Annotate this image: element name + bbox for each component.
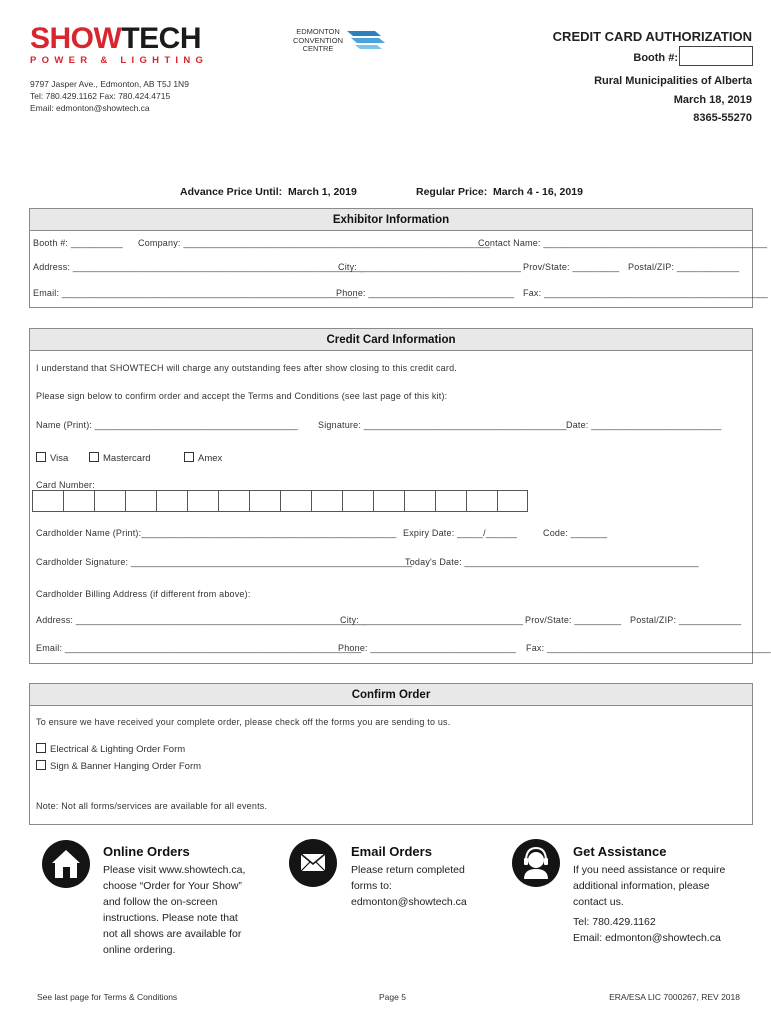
expiry-date-field[interactable]: Expiry Date: _____/______ xyxy=(403,528,518,538)
logo-tagline: POWER & LIGHTING xyxy=(30,55,209,66)
online-orders-text: Please visit www.showtech.ca, choose “Order for Your Show” and follow the on-screen instructions. Please note that not all shows are available for online ordering. xyxy=(103,864,246,956)
event-name: Rural Municipalities of Alberta xyxy=(594,75,752,87)
card-digit-cell[interactable] xyxy=(343,491,374,512)
sign-banner-form-label: Sign & Banner Hanging Order Form xyxy=(50,761,202,772)
visa-option[interactable] xyxy=(36,452,68,464)
sign-banner-form-option[interactable] xyxy=(36,760,201,772)
billing-email-field[interactable]: Email: _________________________________________________________ xyxy=(36,643,362,653)
license-revision: ERA/ESA LIC 7000267, REV 2018 xyxy=(609,992,740,1002)
cardholder-signature-field[interactable]: Cardholder Signature: ______________________________________________________ xyxy=(36,557,413,567)
confirm-order-title: Confirm Order xyxy=(30,684,752,706)
company-address: 9797 Jasper Ave., Edmonton, AB T5J 1N9 xyxy=(30,79,189,89)
electrical-form-checkbox[interactable] xyxy=(36,743,46,753)
convention-centre-logo-icon xyxy=(347,31,387,53)
email-orders-text: Please return completed forms to: edmonton@showtech.ca xyxy=(351,864,467,908)
exhibitor-city-field[interactable]: City: _______________________________ xyxy=(338,262,522,272)
billing-address-field[interactable]: Address: ________________________________________________________ xyxy=(36,615,368,625)
regular-price: Regular Price: March 4 - 16, 2019 xyxy=(416,186,583,198)
exhibitor-title: Exhibitor Information xyxy=(30,209,752,231)
date-field[interactable]: Date: _________________________ xyxy=(566,420,722,430)
advance-price: Advance Price Until: March 1, 2019 xyxy=(180,186,357,198)
home-icon xyxy=(42,840,90,888)
headset-agent-icon xyxy=(512,839,560,887)
card-digit-cell[interactable] xyxy=(64,491,95,512)
get-assistance-title: Get Assistance xyxy=(573,844,667,859)
card-digit-cell[interactable] xyxy=(219,491,250,512)
billing-city-field[interactable]: City: _______________________________ xyxy=(340,615,524,625)
exhibitor-email-field[interactable]: Email: _________________________________________________________ xyxy=(33,288,359,298)
logo-tech: TECH xyxy=(121,22,201,55)
card-digit-cell[interactable] xyxy=(188,491,219,512)
amex-checkbox[interactable] xyxy=(184,452,194,462)
confirm-intro-text: To ensure we have received your complete order, please check off the forms you are sending to us. xyxy=(36,717,451,727)
billing-prov-field[interactable]: Prov/State: _________ xyxy=(525,615,622,625)
mastercard-option[interactable] xyxy=(89,452,151,464)
card-digit-cell[interactable] xyxy=(436,491,467,512)
card-digit-cell[interactable] xyxy=(250,491,281,512)
card-number-grid[interactable] xyxy=(32,490,528,512)
electrical-form-label: Electrical & Lighting Order Form xyxy=(50,744,186,755)
name-print-field[interactable]: Name (Print): _______________________________________ xyxy=(36,420,298,430)
card-digit-cell[interactable] xyxy=(498,491,529,512)
logo-show: SHOW xyxy=(30,22,122,55)
card-digit-cell[interactable] xyxy=(281,491,312,512)
card-digit-cell[interactable] xyxy=(126,491,157,512)
booth-number-input[interactable] xyxy=(679,46,753,66)
credit-card-title: Credit Card Information xyxy=(30,329,752,351)
cardholder-name-field[interactable]: Cardholder Name (Print):_________________________________________________ xyxy=(36,528,397,538)
booth-label: Booth #: xyxy=(633,52,678,64)
forms-availability-note: Note: Not all forms/services are available for all events. xyxy=(36,801,268,811)
card-code-field[interactable]: Code: _______ xyxy=(543,528,608,538)
assistance-phone: Tel: 780.429.1162 xyxy=(573,916,656,928)
assistance-icon-circle xyxy=(512,839,560,887)
exhibitor-postal-field[interactable]: Postal/ZIP: ____________ xyxy=(628,262,740,272)
exhibitor-fax-field[interactable]: Fax: ___________________________________________ xyxy=(523,288,768,298)
mastercard-label: Mastercard xyxy=(103,453,151,464)
venue-line2: CONVENTION xyxy=(292,35,343,45)
envelope-icon-circle xyxy=(289,839,337,887)
page-number: Page 5 xyxy=(379,992,406,1002)
online-orders-title: Online Orders xyxy=(103,844,190,859)
billing-postal-field[interactable]: Postal/ZIP: ____________ xyxy=(630,615,742,625)
venue-line1: EDMONTON xyxy=(296,27,340,36)
sign-banner-form-checkbox[interactable] xyxy=(36,760,46,770)
exhibitor-company-field[interactable]: Company: ___________________________________________________________ xyxy=(138,238,491,248)
billing-phone-field[interactable]: Phone: ____________________________ xyxy=(338,643,517,653)
visa-checkbox[interactable] xyxy=(36,452,46,462)
terms-footnote: See last page for Terms & Conditions xyxy=(37,992,178,1002)
electrical-form-option[interactable] xyxy=(36,743,185,755)
get-assistance-text: If you need assistance or require additional information, please contact us. xyxy=(573,864,726,908)
mastercard-checkbox[interactable] xyxy=(89,452,99,462)
card-digit-cell[interactable] xyxy=(312,491,343,512)
assistance-email: Email: edmonton@showtech.ca xyxy=(573,932,721,944)
signature-field[interactable]: Signature: _______________________________________ xyxy=(318,420,567,430)
company-contact xyxy=(30,78,189,114)
sign-instructions-text: Please sign below to confirm order and accept the Terms and Conditions (see last page of this kit): xyxy=(36,391,448,401)
exhibitor-address-field[interactable]: Address: ________________________________________________________ xyxy=(33,262,365,272)
company-email: Email: edmonton@showtech.ca xyxy=(30,103,150,113)
email-orders-title: Email Orders xyxy=(351,844,432,859)
charge-agreement-text: I understand that SHOWTECH will charge any outstanding fees after show closing to this credit card. xyxy=(36,363,457,373)
billing-fax-field[interactable]: Fax: ___________________________________________ xyxy=(526,643,771,653)
card-digit-cell[interactable] xyxy=(405,491,436,512)
exhibitor-booth-field[interactable]: Booth #: __________ xyxy=(33,238,123,248)
exhibitor-prov-field[interactable]: Prov/State: _________ xyxy=(523,262,620,272)
home-icon-circle xyxy=(42,840,90,888)
card-digit-cell[interactable] xyxy=(157,491,188,512)
event-date: March 18, 2019 xyxy=(673,94,752,106)
card-digit-cell[interactable] xyxy=(374,491,405,512)
exhibitor-contact-field[interactable]: Contact Name: ___________________________________________ xyxy=(478,238,768,248)
card-digit-cell[interactable] xyxy=(467,491,498,512)
visa-label: Visa xyxy=(50,453,69,464)
amex-label: Amex xyxy=(198,453,223,464)
envelope-icon xyxy=(289,839,337,887)
venue-line3: CENTRE xyxy=(302,44,334,53)
event-code: 8365-55270 xyxy=(693,112,752,124)
card-digit-cell[interactable] xyxy=(95,491,126,512)
showtech-logo xyxy=(30,24,208,66)
billing-address-label: Cardholder Billing Address (if different from above): xyxy=(36,589,251,599)
amex-option[interactable] xyxy=(184,452,222,464)
todays-date-field[interactable]: Today's Date: _____________________________________________ xyxy=(405,557,699,567)
exhibitor-phone-field[interactable]: Phone: ____________________________ xyxy=(336,288,515,298)
card-digit-cell[interactable] xyxy=(33,491,64,512)
edmonton-convention-centre-logo xyxy=(291,28,391,58)
form-title: CREDIT CARD AUTHORIZATION xyxy=(552,29,752,44)
company-phones: Tel: 780.429.1162 Fax: 780.424.4715 xyxy=(30,91,171,101)
card-number-label: Card Number: xyxy=(36,480,95,490)
